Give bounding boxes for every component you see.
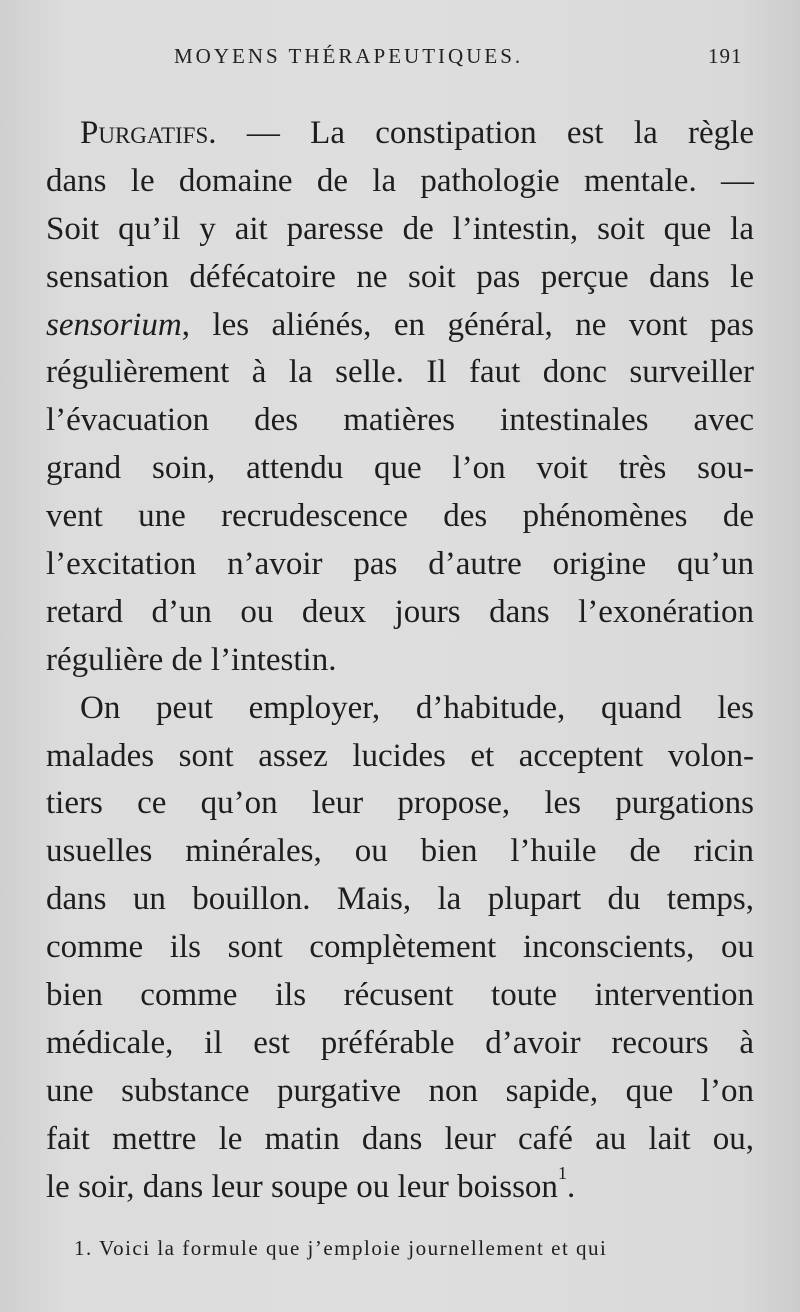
text-line: On peut employer, d’habitude, quand les [80, 689, 754, 726]
text-line: dans le domaine de la pathologie mentale. — [46, 162, 754, 199]
footnote: 1. Voici la formule que j’emploie journellement et qui [74, 1236, 608, 1260]
text-line: l’excitation n’avoir pas d’autre origine qu’un [46, 546, 754, 583]
text-line: le soir, dans leur soupe ou leur boisson$^1$. [46, 1162, 576, 1205]
text-line: une substance purgative non sapide, que l’on [46, 1072, 754, 1109]
text-line: bien comme ils récusent toute intervention [46, 977, 754, 1014]
text-line: Soit qu’il y ait paresse de l’intestin, soit que la [46, 210, 754, 247]
text-line: usuelles minérales, ou bien l’huile de ricin [46, 833, 754, 870]
page-number: 191 [708, 44, 743, 68]
section-heading: Purgatifs. [80, 115, 217, 151]
text-line: régulièrement à la selle. Il faut donc surveiller [46, 354, 754, 391]
text-line: médicale, il est préférable d’avoir recours à [46, 1024, 754, 1061]
text-line: malades sont assez lucides et acceptent volon- [46, 737, 754, 774]
text-line: dans un bouillon. Mais, la plupart du temps, [46, 881, 754, 918]
text-line: comme ils sont complètement inconscients, ou [46, 929, 754, 966]
text-line: sensorium, les aliénés, en général, ne vont pas [46, 306, 754, 343]
text-line: retard d’un ou deux jours dans l’exonération [46, 593, 754, 630]
text-line: Purgatifs. — La constipation est la règle [80, 115, 754, 151]
text-line: régulière de l’intestin. [46, 641, 337, 678]
page-header [0, 44, 800, 74]
text-line: vent une recrudescence des phénomènes de [46, 498, 754, 535]
text-line: fait mettre le matin dans leur café au lait ou, [46, 1120, 754, 1157]
text-line: sensation défécatoire ne soit pas perçue dans le [46, 258, 754, 295]
body-text [46, 110, 754, 1211]
running-title: MOYENS THÉRAPEUTIQUES. [174, 44, 524, 68]
italic-term: sensorium [46, 306, 182, 343]
footnote-ref: 1 [557, 1162, 567, 1183]
text-line: l’évacuation des matières intestinales avec [46, 402, 754, 439]
text-line: tiers ce qu’on leur propose, les purgations [46, 785, 754, 822]
text-line: grand soin, attendu que l’on voit très sou- [46, 450, 754, 487]
